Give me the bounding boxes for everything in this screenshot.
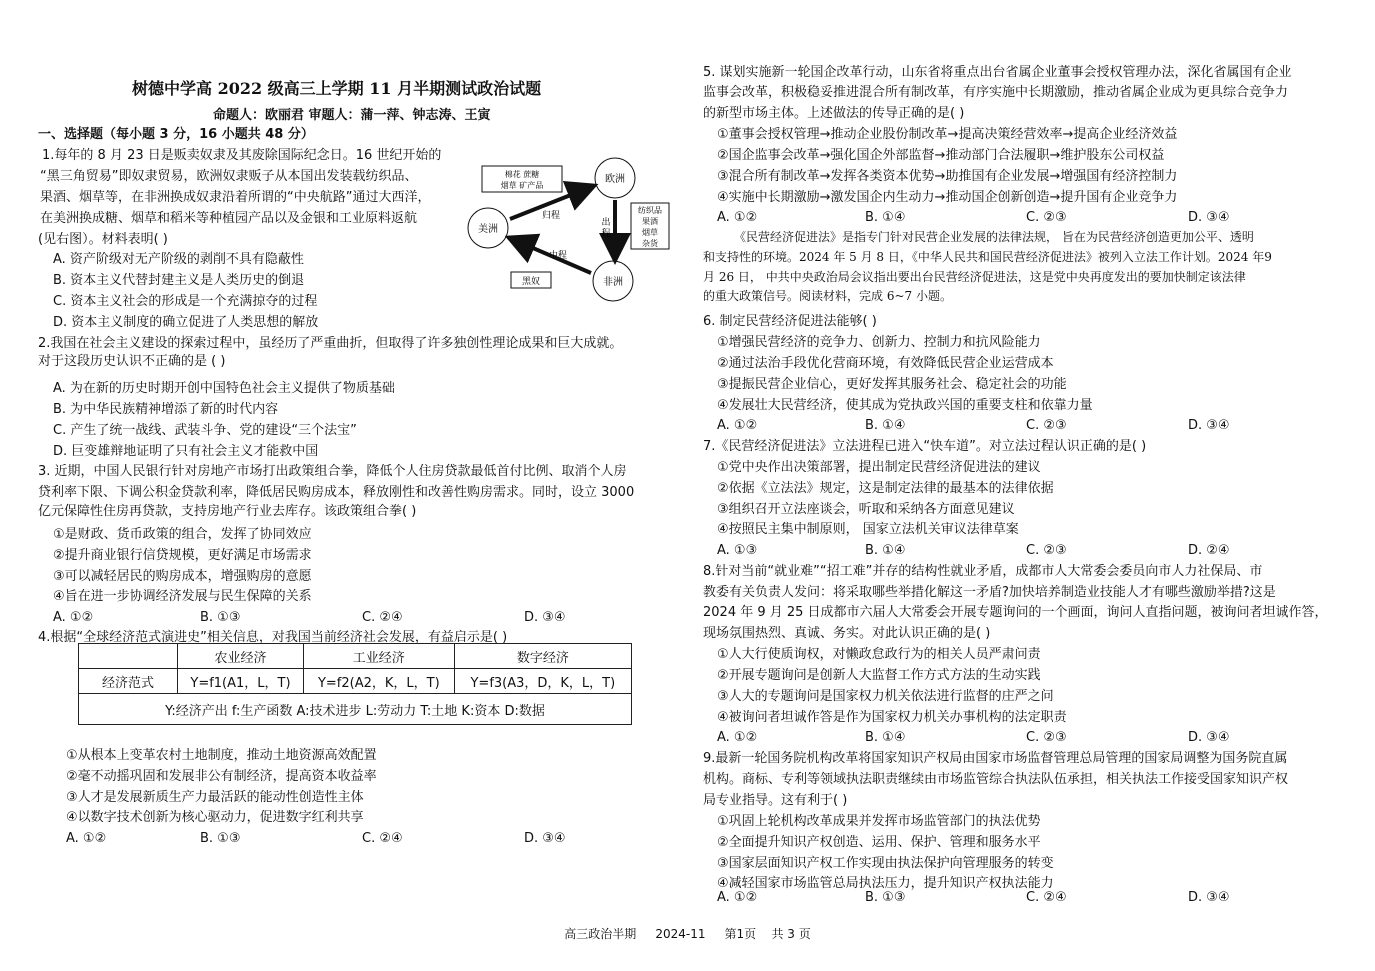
q2-option-c: C. 产生了统一战线、武装斗争、党的建设“三个法宝” xyxy=(53,423,357,438)
table-row-label: 经济范式 xyxy=(79,669,178,694)
q5-item: ③混合所有制改革→发挥各类资本优势→助推国有企业发展→增强国有经济控制力 xyxy=(717,169,1178,184)
q4-line: 4.根据“全球经济范式演进史”相关信息，对我国当前经济社会发展，有益启示是( ) xyxy=(38,630,508,645)
goods-right-text: 果酒 xyxy=(642,217,658,226)
q8-item: ①人大行使质询权，对懒政怠政行为的相关人员严肃问责 xyxy=(717,647,1041,662)
q1-line: 果酒、烟草等，在非洲换成奴隶沿着所谓的“中央航路”通过大西洋， xyxy=(40,190,431,205)
table-cell: Y=f2(A2，K，L，T) xyxy=(303,669,454,694)
q4-item: ②毫不动摇巩固和发展非公有制经济，提高资本收益率 xyxy=(66,769,377,784)
return-route-label: 归程 xyxy=(541,211,561,221)
q8-item: ②开展专题询问是创新人大监督工作方式方法的生动实践 xyxy=(717,668,1041,683)
q2-line: 对于这段历史认识不正确的是 ( ) xyxy=(38,354,226,369)
q3-line: 亿元保障性住房再贷款，支持房地产行业去库存。该政策组合拳( ) xyxy=(38,504,417,519)
material-line: 的重大政策信号。阅读材料，完成 6~7 小题。 xyxy=(703,289,952,303)
table-header-cell: 农业经济 xyxy=(178,644,304,669)
q3-choice-c: C. ②④ xyxy=(362,610,403,625)
goods-top-text: 烟草 矿产品 xyxy=(500,181,544,190)
q9-item: ③国家层面知识产权工作实现由执法保护向管理服务的转变 xyxy=(717,856,1054,871)
q7-choice-d: D. ②④ xyxy=(1188,543,1230,558)
goods-right-text: 纺织品 xyxy=(638,206,662,215)
q5-item: ②国企监事会改革→强化国企外部监督→推动部门合法履职→维护股东公司权益 xyxy=(717,148,1165,163)
q5-line: 5. 谋划实施新一轮国企改革行动，山东省将重点出台省属企业董事会授权管理办法，深化省属国有企业 xyxy=(703,65,1292,80)
q2-option-d: D. 巨变雄辩地证明了只有社会主义才能救中国 xyxy=(53,444,319,459)
q3-line: 3. 近期，中国人民银行针对房地产市场打出政策组合拳，降低个人住房贷款最低首付比例、取消个人房 xyxy=(38,464,627,479)
q5-choice-d: D. ③④ xyxy=(1188,210,1230,225)
q5-choice-a: A. ①② xyxy=(717,210,758,225)
material-line: 《民营经济促进法》是指专门针对民营企业发展的法律法规， 旨在为民营经济创造更加公平、透明 xyxy=(734,230,1254,244)
africa-label: 非洲 xyxy=(603,277,623,288)
q9-line: 机构。商标、专利等领域执法职责继续由市场监管综合执法队伍承担，相关执法工作接受国家知识产权 xyxy=(703,772,1289,787)
q9-choice-c: C. ②④ xyxy=(1026,890,1067,905)
material-line: 月 26 日， 中共中央政治局会议指出要出台民营经济促进法，这是党中央再度发出的要加快制定该法律 xyxy=(703,270,1246,284)
q6-item: ③提振民营企业信心，更好发挥其服务社会、稳定社会的功能 xyxy=(717,377,1067,392)
slaves-text: 黑奴 xyxy=(521,277,541,287)
q8-line: 教委有关负责人发问：将采取哪些举措化解这一矛盾?加快培养制造业技能人才有哪些激励举措?这是 xyxy=(703,585,1276,600)
q4-item: ①从根本上变革农村土地制度，推动土地资源高效配置 xyxy=(66,748,377,763)
q7-choice-a: A. ①③ xyxy=(717,543,758,558)
goods-right-text: 杂货 xyxy=(642,239,658,248)
q1-option-b: B. 资本主义代替封建主义是人类历史的倒退 xyxy=(53,273,305,288)
q3-choice-b: B. ①③ xyxy=(200,610,241,625)
q7-choice-b: B. ①④ xyxy=(865,543,906,558)
q7-item: ②依据《立法法》规定，这是制定法律的最基本的法律依据 xyxy=(717,481,1054,496)
q6-choice-d: D. ③④ xyxy=(1188,418,1230,433)
q3-choice-a: A. ①② xyxy=(53,610,94,625)
q5-item: ①董事会授权管理→推动企业股份制改革→提高决策经营效率→提高企业经济效益 xyxy=(717,127,1178,142)
q9-item: ②全面提升知识产权创造、运用、保护、管理和服务水平 xyxy=(717,835,1041,850)
q3-line: 贷利率下限、下调公积金贷款利率，降低居民购房成本，释放刚性和改善性购房需求。同时，设立 3000 xyxy=(38,485,635,500)
q9-choice-d: D. ③④ xyxy=(1188,890,1230,905)
middle-passage-label: 中程 xyxy=(548,251,568,261)
q6-choice-b: B. ①④ xyxy=(865,418,906,433)
q7-choice-c: C. ②③ xyxy=(1026,543,1067,558)
europe-label: 欧洲 xyxy=(605,174,625,185)
q3-choice-d: D. ③④ xyxy=(524,610,566,625)
q1-option-d: D. 资本主义制度的确立促进了人类思想的解放 xyxy=(53,315,319,330)
q1-line: (见右图）。材料表明( ) xyxy=(38,232,168,247)
q9-item: ①巩固上轮机构改革成果并发挥市场监管部门的执法优势 xyxy=(717,814,1041,829)
q9-line: 9.最新一轮国务院机构改革将国家知识产权局由国家市场监督管理总局管理的国家局调整为国务院直属 xyxy=(703,751,1288,766)
goods-top-text: 棉花 蔗糖 xyxy=(504,170,540,179)
material-line: 和支持性的环境。2024 年 5 月 8 日，《中华人民共和国民营经济促进法》被列入立法工作计划。2024 年9 xyxy=(703,250,1272,264)
q1-option-a: A. 资产阶级对无产阶级的剥削不具有隐蔽性 xyxy=(53,252,304,267)
q8-line: 现场氛围热烈、真诚、务实。对此认识正确的是( ) xyxy=(703,626,991,641)
q1-option-c: C. 资本主义社会的形成是一个充满掠夺的过程 xyxy=(53,294,318,309)
table-cell: Y=f1(A1，L，T) xyxy=(178,669,304,694)
america-label: 美洲 xyxy=(478,224,498,235)
q7-item: ③组织召开立法座谈会，听取和采纳各方面意见建议 xyxy=(717,502,1015,517)
q3-item: ④旨在进一步协调经济发展与民生保障的关系 xyxy=(53,589,312,604)
table-header-cell: 工业经济 xyxy=(303,644,454,669)
q6-choice-c: C. ②③ xyxy=(1026,418,1067,433)
q9-line: 局专业指导。这有利于( ) xyxy=(703,793,848,808)
q8-choice-c: C. ②③ xyxy=(1026,730,1067,745)
table-header-cell xyxy=(79,644,178,669)
q7-line: 7.《民营经济促进法》立法进程已进入“快车道”。对立法过程认识正确的是( ) xyxy=(703,439,1147,454)
q1-line: “黑三角贸易”即奴隶贸易，欧洲奴隶贩子从本国出发装载纺织品、 xyxy=(40,169,418,184)
page-footer: 高三政治半期 2024-11 第1页 共 3 页 xyxy=(564,927,811,941)
outbound-route-label: 程 xyxy=(601,229,611,239)
q5-line: 的新型市场主体。上述做法的传导正确的是( ) xyxy=(703,106,965,121)
section-heading: 一、选择题（每小题 3 分，16 小题共 48 分） xyxy=(38,127,314,142)
table-header-cell: 数字经济 xyxy=(454,644,631,669)
q6-item: ④发展壮大民营经济，使其成为党执政兴国的重要支柱和依靠力量 xyxy=(717,398,1093,413)
q6-choice-a: A. ①② xyxy=(717,418,758,433)
q9-choice-b: B. ①③ xyxy=(865,890,906,905)
table-note: Y:经济产出 f:生产函数 A:技术进步 L:劳动力 T:土地 K:资本 D:数据 xyxy=(79,694,632,725)
goods-right-text: 烟草 xyxy=(642,228,658,237)
q2-line: 2.我国在社会主义建设的探索过程中，虽经历了严重曲折，但取得了许多独创性理论成果和巨大成就。 xyxy=(38,336,623,351)
q3-item: ②提升商业银行信贷规模，更好满足市场需求 xyxy=(53,548,312,563)
q2-option-a: A. 为在新的历史时期开创中国特色社会主义提供了物质基础 xyxy=(53,381,395,396)
q4-choice-b: B. ①③ xyxy=(200,831,241,846)
q5-choice-c: C. ②③ xyxy=(1026,210,1067,225)
outbound-route-label: 出 xyxy=(601,218,611,228)
q9-item: ④减轻国家市场监管总局执法压力，提升知识产权执法能力 xyxy=(717,876,1054,891)
q4-choice-c: C. ②④ xyxy=(362,831,403,846)
q4-choice-a: A. ①② xyxy=(66,831,107,846)
q3-item: ①是财政、货币政策的组合，发挥了协同效应 xyxy=(53,527,312,542)
q8-choice-a: A. ①② xyxy=(717,730,758,745)
q6-item: ②通过法治手段优化营商环境，有效降低民营企业运营成本 xyxy=(717,356,1054,371)
q2-option-b: B. 为中华民族精神增添了新的时代内容 xyxy=(53,402,279,417)
q8-line: 8.针对当前“就业难”“招工难”并存的结构性就业矛盾，成都市人大常委会委员向市人力社保局、市 xyxy=(703,564,1263,579)
q3-item: ③可以减轻居民的购房成本，增强购房的意愿 xyxy=(53,569,312,584)
q5-line: 监事会改革，积极稳妥推进混合所有制改革，有序实施中长期激励，推动省属企业成为更具综合竞争力 xyxy=(703,85,1289,100)
q7-item: ①党中央作出决策部署，提出制定民营经济促进法的建议 xyxy=(717,460,1041,475)
q9-choice-a: A. ①② xyxy=(717,890,758,905)
exam-title: 树德中学高 2022 级高三上学期 11 月半期测试政治试题 xyxy=(132,79,542,98)
q8-item: ④被询问者坦诚作答是作为国家权力机关办事机构的法定职责 xyxy=(717,710,1067,725)
q4-item: ③人才是发展新质生产力最活跃的能动性创造性主体 xyxy=(66,790,364,805)
economic-paradigm-table xyxy=(78,643,632,725)
q5-item: ④实施中长期激励→激发国企内生动力→推动国企创新创造→提升国有企业竞争力 xyxy=(717,190,1178,205)
triangle-trade-diagram xyxy=(460,155,680,305)
q6-line: 6. 制定民营经济促进法能够( ) xyxy=(703,314,877,329)
q5-choice-b: B. ①④ xyxy=(865,210,906,225)
q1-line: 在美洲换成糖、烟草和稻米等种植园产品以及金银和工业原料返航 xyxy=(40,211,418,226)
q7-item: ④按照民主集中制原则， 国家立法机关审议法律草案 xyxy=(717,522,1019,537)
q4-choice-d: D. ③④ xyxy=(524,831,566,846)
q8-choice-d: D. ③④ xyxy=(1188,730,1230,745)
q6-item: ①增强民营经济的竞争力、创新力、控制力和抗风险能力 xyxy=(717,335,1041,350)
q8-line: 2024 年 9 月 25 日成都市六届人大常委会开展专题询问的一个画面，询问人直指问题，被询问者坦诚作答， xyxy=(703,605,1328,620)
q8-choice-b: B. ①④ xyxy=(865,730,906,745)
table-cell: Y=f3(A3，D，K，L，T) xyxy=(454,669,631,694)
q4-item: ④以数字技术创新为核心驱动力，促进数字红利共享 xyxy=(66,810,364,825)
q8-item: ③人大的专题询问是国家权力机关依法进行监督的庄严之问 xyxy=(717,689,1054,704)
q1-line: 1.每年的 8 月 23 日是贩卖奴隶及其废除国际纪念日。16 世纪开始的 xyxy=(42,148,442,163)
author-line: 命题人：欧丽君 审题人：蒲一萍、钟志涛、王寅 xyxy=(213,108,491,123)
